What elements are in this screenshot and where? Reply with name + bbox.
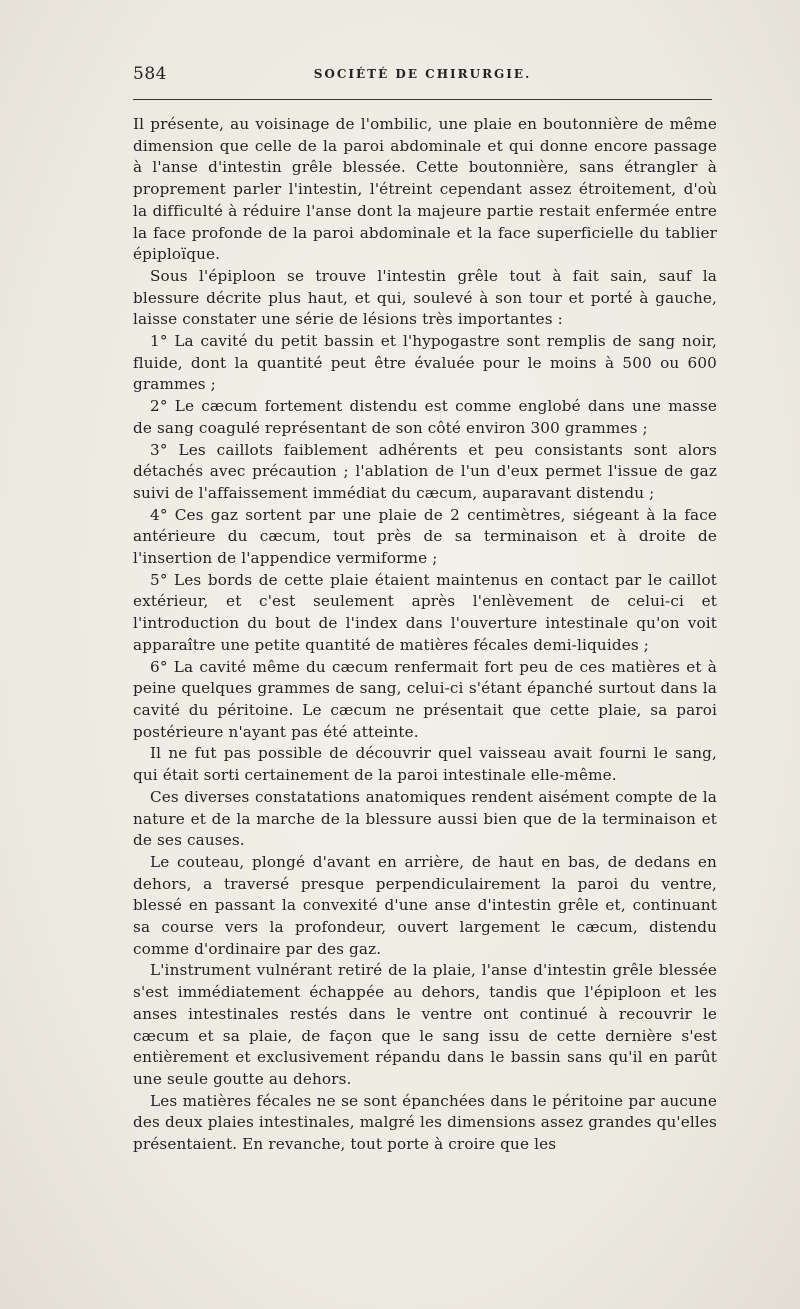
- paragraph: Les matières fécales ne se sont épanchées dans le péritoine par aucune des deux plaies intestinales, malgré les dimensions assez grandes qu'elles présentaient. En revanche, tout porte à croire que les: [133, 1091, 717, 1154]
- paragraph: 4° Ces gaz sortent par une plaie de 2 centimètres, siégeant à la face antérieure du cæcum, tout près de sa terminaison et à droite de l'insertion de l'appendice vermiforme ;: [133, 505, 717, 568]
- paragraph: Ces diverses constatations anatomiques rendent aisément compte de la nature et de la marche de la blessure aussi bien que de la terminaison et de ses causes.: [133, 787, 717, 850]
- paragraph: 5° Les bords de cette plaie étaient maintenus en contact par le caillot extérieur, et c'est seulement après l'enlèvement de celui-ci et l'introduction du bout de l'index dans l'ouverture intestinale qu'on voit apparaître une petite quantité de matières fécales demi-liquides ;: [133, 570, 717, 654]
- paragraph: 3° Les caillots faiblement adhérents et peu consistants sont alors détachés avec précaution ; l'ablation de l'un d'eux permet l'issue de gaz suivi de l'affaissement immédiat du cæcum, auparavant distendu ;: [133, 440, 717, 502]
- paragraph: 2° Le cæcum fortement distendu est comme englobé dans une masse de sang coagulé représentant de son côté environ 300 grammes ;: [133, 397, 717, 437]
- paragraph: Il présente, au voisinage de l'ombilic, une plaie en boutonnière de même dimension que celle de la paroi abdominale et qui donne encore passage à l'anse d'intestin grêle blessée. Cette boutonnière, sans étrangler à proprement parler l'intestin, l'étreint cependant assez étroitement, d'où la difficulté à réduire l'anse dont la majeure partie restait enfermée entre la face profonde de la paroi abdominale et la face superficielle du tablier épiploïque.: [133, 115, 717, 264]
- paragraph: Le couteau, plongé d'avant en arrière, de haut en bas, de dedans en dehors, a traversé presque perpendiculairement la paroi du ventre, blessé en passant la convexité d'une anse d'intestin grêle et, continuant sa course vers la profondeur, ouvert largement le cæcum, distendu comme d'ordinaire par des gaz.: [133, 852, 717, 958]
- paragraph: L'instrument vulnérant retiré de la plaie, l'anse d'intestin grêle blessée s'est immédiatement échappée au dehors, tandis que l'épiploon et les anses intestinales restés dans le ventre ont continué à recouvrir le cæcum et sa plaie, de façon que le sang issu de cette dernière s'est entièrement et exclusivement répandu dans le bassin sans qu'il en parût une seule goutte au dehors.: [133, 961, 717, 1088]
- page-number: 584: [133, 64, 167, 84]
- paragraph: 6° La cavité même du cæcum renfermait fort peu de ces matières et à peine quelques grammes de sang, celui-ci s'étant épanché surtout dans la cavité du péritoine. Le cæcum ne présentait que cette plaie, sa paroi postérieure n'ayant pas été atteinte.: [133, 657, 717, 741]
- page-header: [133, 64, 712, 90]
- running-title: SOCIÉTÉ DE CHIRURGIE.: [313, 67, 532, 81]
- paragraph: Sous l'épiploon se trouve l'intestin grêle tout à fait sain, sauf la blessure décrite plus haut, et qui, soulevé à son tour et porté à gauche, laisse constater une série de lésions très importantes :: [133, 266, 717, 329]
- header-rule: [133, 99, 712, 100]
- paragraph: Il ne fut pas possible de découvrir quel vaisseau avait fourni le sang, qui était sorti certainement de la paroi intestinale elle-même.: [133, 744, 717, 785]
- paragraph: 1° La cavité du petit bassin et l'hypogastre sont remplis de sang noir, fluide, dont la quantité peut être évaluée pour le moins à 500 ou 600 grammes ;: [133, 332, 717, 394]
- body-text: [133, 114, 717, 1156]
